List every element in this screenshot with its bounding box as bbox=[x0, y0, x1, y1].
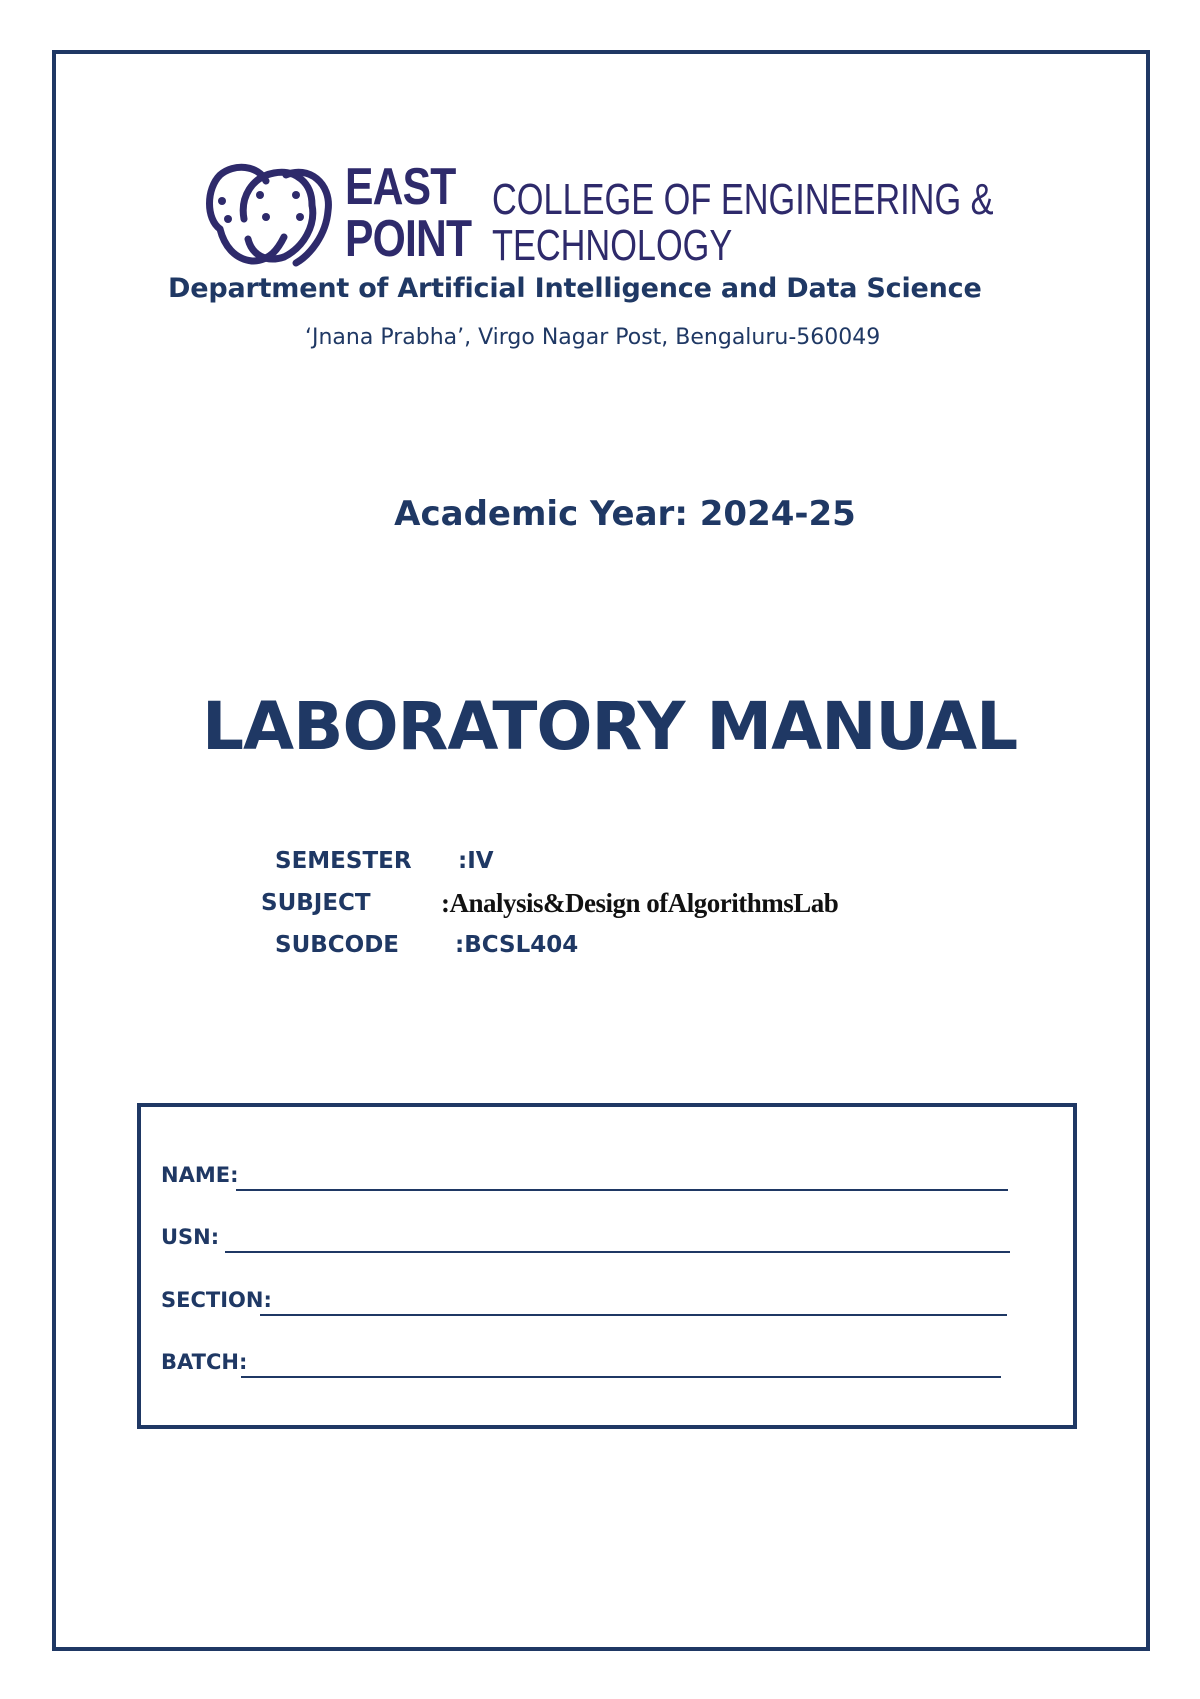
usn-field bbox=[161, 1225, 1061, 1255]
name-input-line[interactable] bbox=[236, 1189, 1008, 1191]
logo-college-text: COLLEGE OF ENGINEERING & bbox=[492, 175, 994, 224]
semester-label: SEMESTER bbox=[275, 848, 412, 874]
semester-row bbox=[0, 848, 1200, 882]
subcode-value: :BCSL404 bbox=[455, 932, 579, 958]
page-title: LABORATORY MANUAL bbox=[202, 688, 1018, 765]
name-field bbox=[161, 1163, 1061, 1193]
college-logo bbox=[200, 155, 994, 270]
name-label: NAME: bbox=[161, 1163, 239, 1187]
student-details-box bbox=[137, 1103, 1077, 1429]
section-label: SECTION: bbox=[161, 1288, 272, 1312]
logo-point-text: POINT bbox=[345, 210, 472, 268]
batch-field bbox=[161, 1350, 1061, 1380]
college-address: ‘Jnana Prabha’, Virgo Nagar Post, Bengaluru-560049 bbox=[305, 325, 881, 350]
semester-value: :IV bbox=[458, 848, 494, 874]
batch-input-line[interactable] bbox=[241, 1376, 1001, 1378]
usn-label: USN: bbox=[161, 1225, 220, 1249]
logo-technology-text: TECHNOLOGY bbox=[492, 221, 733, 270]
department-name: Department of Artificial Intelligence and Data Science bbox=[168, 273, 982, 304]
batch-label: BATCH: bbox=[161, 1350, 248, 1374]
subject-label: SUBJECT bbox=[261, 890, 371, 916]
usn-input-line[interactable] bbox=[225, 1251, 1010, 1253]
section-field bbox=[161, 1288, 1061, 1318]
subcode-row bbox=[0, 932, 1200, 966]
subject-row bbox=[0, 888, 1200, 924]
subcode-label: SUBCODE bbox=[275, 932, 400, 958]
section-input-line[interactable] bbox=[260, 1314, 1007, 1316]
academic-year: Academic Year: 2024-25 bbox=[394, 494, 856, 534]
logo-east-text: EAST bbox=[345, 158, 456, 216]
faces-logo-icon bbox=[200, 159, 335, 269]
subject-value: :Analysis&Design ofAlgorithmsLab bbox=[441, 888, 839, 918]
